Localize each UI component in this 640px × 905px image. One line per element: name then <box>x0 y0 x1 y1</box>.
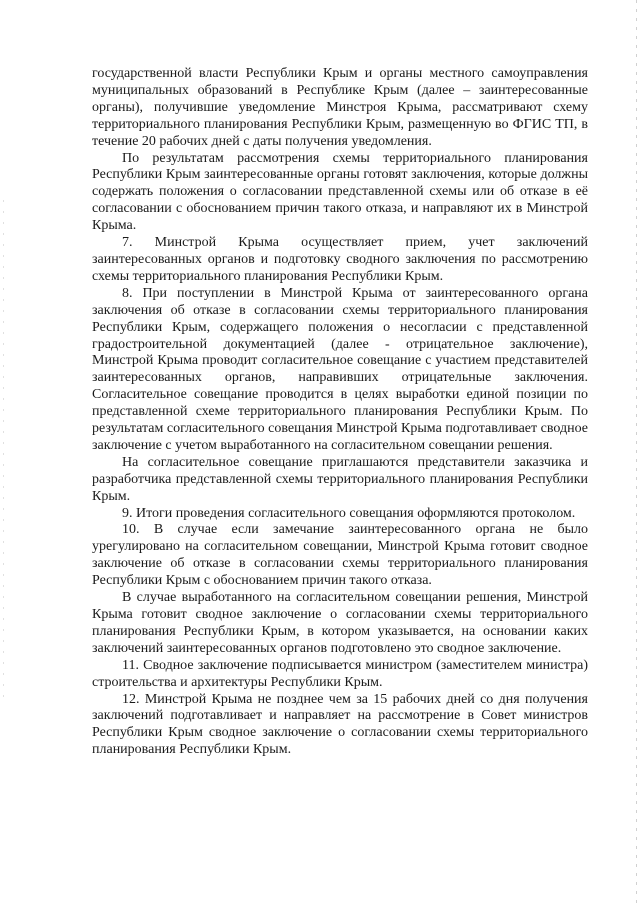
paragraph-decision: В случае выработанного на согласительном совещании решения, Минстрой Крыма готовит сводное заключение о согласовании схемы территориального планирования Республики Крым, в котором указывается, на основании каких заключений заинтересованных органов подготовлено это сводное заключение. <box>92 590 588 656</box>
paragraph-item-9: 9. Итоги проведения согласительного совещания оформляются протоколом. <box>122 505 576 521</box>
paragraph-continuation: государственной власти Республики Крым и органы местного самоуправления муниципальных образований в Республике Крым (далее – заинтересованные органы), получившие уведомление Минстроя Крыма, рассматривают схему территориального планирования Республики Крым, размещенную во ФГИС ТП, в течение 20 рабочих дней с даты получения уведомления. <box>92 66 588 149</box>
paragraph-item-8: 8. При поступлении в Минстрой Крыма от заинтересованного органа заключения об отказе в согласовании схемы территориального планирования Республики Крым, содержащего положения о несогласии с представленной градостроительной документацией (далее - отрицательное заключение), Минстрой Крыма проводит согласительное совещание с участием представителей заинтересованных органов, направивших отрицательные заключения. Согласительное совещание проводится в целях выработки единой позиции по представленной схеме территориального планирования Республики Крым. По результатам согласительного совещания Минстрой Крыма подготавливает сводное заключение с учетом выработанного на согласительном совещании решения. <box>92 285 588 453</box>
paragraph-item-12: 12. Минстрой Крыма не позднее чем за 15 рабочих дней со дня получения заключений подготавливает и направляет на рассмотрение в Совет министров Республики Крым сводное заключение о согласовании схемы территориального планирования Республики Крым. <box>92 691 588 758</box>
paragraph-item-11: 11. Сводное заключение подписывается министром (заместителем министра) строительства и архитектуры Республики Крым. <box>92 657 588 690</box>
paragraph-item-7: 7. Минстрой Крыма осуществляет прием, учет заключений заинтересованных органов и подготовку сводного заключения по рассмотрению схемы территориального планирования Республики Крым. <box>92 235 588 284</box>
paragraph-item-10: 10. В случае если замечание заинтересованного органа не было урегулировано на согласительном совещании, Минстрой Крыма готовит сводное заключение об отказе в согласовании схемы территориального планирования Республики Крым с обоснованием причин такого отказа. <box>92 522 588 589</box>
paragraph-invitees: На согласительное совещание приглашаются представители заказчика и разработчика представленной схемы территориального планирования Республики Крым. <box>92 454 588 504</box>
scan-edge-right <box>636 0 637 905</box>
scan-edge-left <box>3 200 4 700</box>
document-body <box>92 66 588 759</box>
paragraph-review-results: По результатам рассмотрения схемы территориального планирования Республики Крым заинтересованные органы готовят заключения, которые должны содержать положения о согласовании представленной схемы или об отказе в её согласовании с обоснованием причин такого отказа, и направляют их в Минстрой Крыма. <box>92 150 588 234</box>
